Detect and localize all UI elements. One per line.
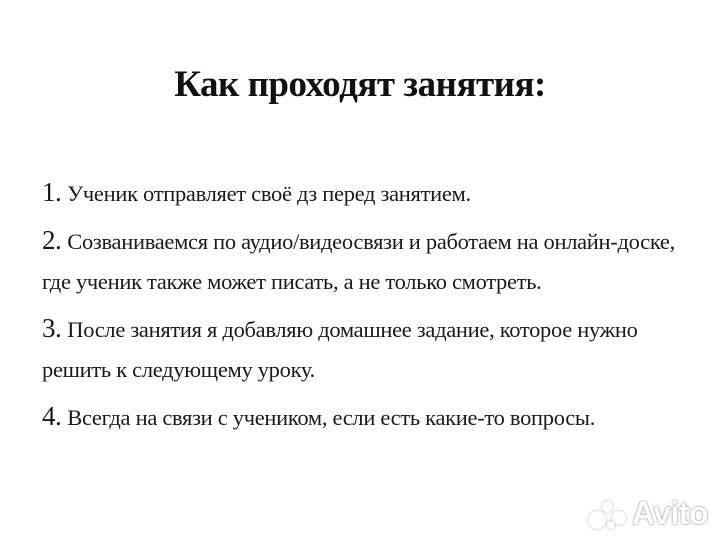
item-text: После занятия я добавляю домашнее задание, которое нужно решить к следующему уроку. bbox=[42, 317, 638, 382]
item-text: Созваниваемся по аудио/видеосвязи и работаем на онлайн-доске, где ученик также может писать, а не только смотреть. bbox=[42, 229, 675, 294]
list-item bbox=[42, 396, 692, 438]
list-item bbox=[42, 172, 692, 214]
page-title: Как проходят занятия: bbox=[174, 63, 546, 105]
item-number: 1. bbox=[42, 177, 62, 207]
item-number: 3. bbox=[42, 313, 62, 343]
list-item bbox=[42, 308, 692, 390]
item-text: Ученик отправляет своё дз перед занятием. bbox=[67, 181, 471, 206]
item-number: 4. bbox=[42, 401, 62, 431]
list-item bbox=[42, 220, 692, 302]
steps-list bbox=[42, 172, 692, 444]
watermark-text: Avito bbox=[631, 495, 708, 531]
item-number: 2. bbox=[42, 225, 62, 255]
item-text: Всегда на связи с учеником, если есть какие-то вопросы. bbox=[67, 405, 596, 430]
avito-watermark bbox=[586, 495, 708, 532]
avito-logo-icon bbox=[586, 497, 628, 531]
